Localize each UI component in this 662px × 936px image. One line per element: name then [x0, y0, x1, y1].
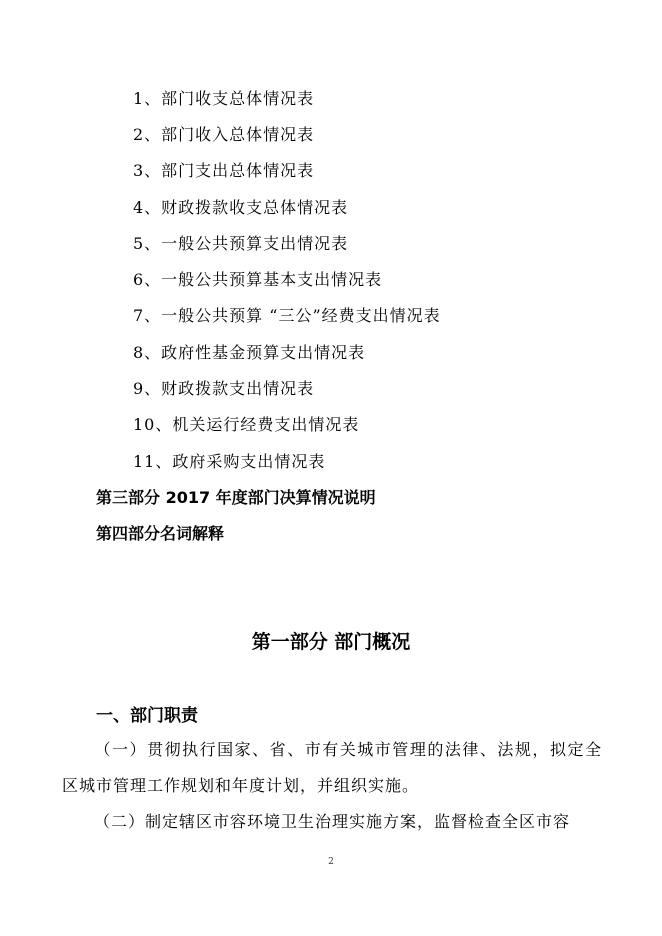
- toc-item-3: 3、部门支出总体情况表: [133, 161, 315, 180]
- toc-item-5: 5、一般公共预算支出情况表: [133, 234, 349, 253]
- toc-item-6: 6、一般公共预算基本支出情况表: [133, 270, 383, 289]
- paragraph-duty-1: [62, 732, 602, 804]
- toc-item-11: 11、政府采购支出情况表: [133, 452, 326, 471]
- toc-item-7: 7、一般公共预算 “三公”经费支出情况表: [133, 306, 441, 325]
- toc-item-9: 9、财政拨款支出情况表: [133, 379, 315, 398]
- toc-item-8: 8、政府性基金预算支出情况表: [133, 343, 366, 362]
- paragraph-text: （一）贯彻执行国家、省、市有关城市管理的法律、法规，拟定全区城市管理工作规划和年度计划，并组织实施。: [62, 740, 602, 795]
- toc-part-four: 第四部分名词解释: [96, 524, 225, 543]
- toc-item-2: 2、部门收入总体情况表: [133, 125, 315, 144]
- toc-part-three: 第三部分 2017 年度部门决算情况说明: [96, 488, 376, 507]
- paragraph-text: （二）制定辖区市容环境卫生治理实施方案，监督检查全区市容: [94, 812, 571, 831]
- toc-item-4: 4、财政拨款收支总体情况表: [133, 198, 349, 217]
- toc-item-10: 10、机关运行经费支出情况表: [133, 415, 360, 434]
- page-number: 2: [328, 857, 334, 867]
- toc-item-1: 1、部门收支总体情况表: [133, 89, 315, 108]
- chapter-title: 第一部分 部门概况: [251, 631, 411, 653]
- section-heading: 一、部门职责: [96, 706, 198, 726]
- paragraph-duty-2: [62, 804, 602, 840]
